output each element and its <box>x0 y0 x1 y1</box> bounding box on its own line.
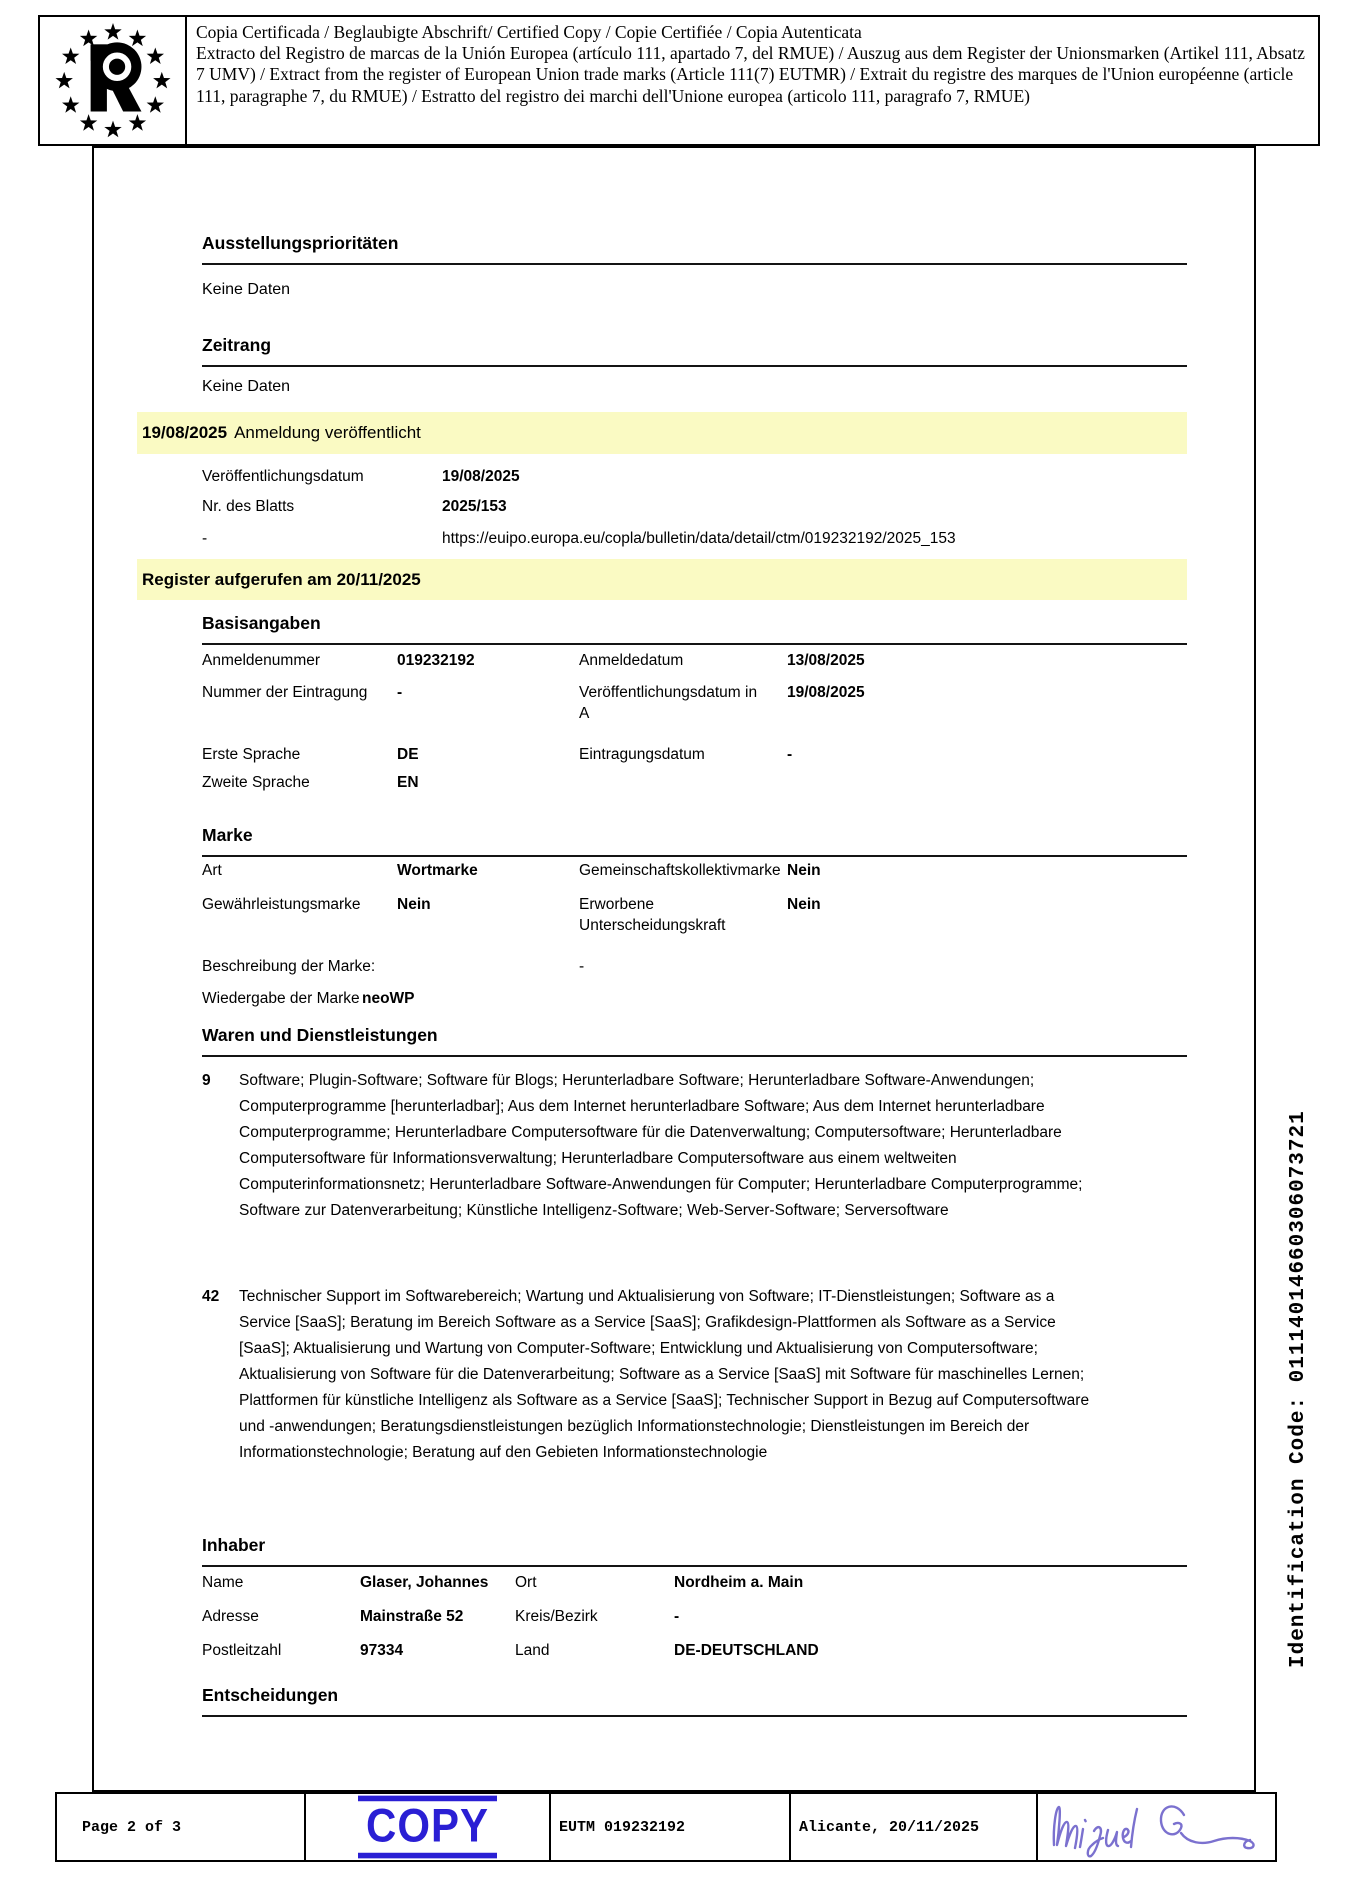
handwritten-signature-icon <box>1042 1795 1272 1859</box>
field-row <box>202 894 1187 936</box>
page-number-cell <box>57 1794 306 1860</box>
field-row <box>202 650 1187 671</box>
nice-class-block <box>202 1068 1112 1224</box>
field-value: Nordheim a. Main <box>674 1574 804 1591</box>
field-row <box>202 682 1187 724</box>
copy-stamp-cell <box>306 1794 551 1860</box>
field-value: 2025/153 <box>442 498 507 515</box>
field-value: - <box>674 1608 680 1625</box>
certified-copy-header <box>38 15 1320 146</box>
exhibition-priorities-empty: Keine Daten <box>202 281 291 298</box>
field-value: 19/08/2025 <box>787 684 865 701</box>
nice-class-block <box>202 1284 1112 1466</box>
field-label: Erworbene Unterscheidungskraft <box>579 896 726 934</box>
field-value: 97334 <box>360 1642 404 1659</box>
field-row <box>202 1606 1187 1627</box>
field-row <box>202 1640 1187 1661</box>
field-value: Nein <box>787 862 821 879</box>
field-value: 19/08/2025 <box>442 468 520 485</box>
field-label: Veröffentlichungsdatum in A <box>579 684 758 722</box>
mark-type-value: Wortmarke <box>397 862 478 879</box>
field-value: DE-DEUTSCHLAND <box>674 1642 819 1659</box>
field-row <box>202 988 1187 1009</box>
nice-class-number: 42 <box>202 1288 220 1305</box>
field-label: Postleitzahl <box>202 1642 282 1659</box>
publication-event-label: Anmeldung veröffentlicht <box>234 423 421 442</box>
nice-class-text: Technischer Support im Softwarebereich; Wartung und Aktualisierung von Software; IT-Dienstleistungen; Software as a Service [SaaS]; Beratung im Bereich Software as a Service [SaaS]; Grafikdesign-Plattformen als Software as a Service [SaaS]; Aktualisierung und Wartung von Computer-Software; Entwicklung und Aktualisierung von Computersoftware; Aktualisierung von Software für die Datenverarbeitung; Software as a Service [SaaS] mit Software für maschinelles Lernen; Plattformen für künstliche Intelligenz als Software as a Service [SaaS]; Technischer Support in Bezug auf Computersoftware und -anwendungen; Beratungsdienstleistungen bezüglich Informationstechnologie; Dienstleistungen im Bereich der Informationstechnologie; Beratung auf den Gebieten Informationstechnologie <box>239 1288 1090 1461</box>
field-label: Nummer der Eintragung <box>202 684 368 701</box>
section-title-decisions: Entscheidungen <box>202 1684 1187 1717</box>
register-extract-line: Extracto del Registro de marcas de la Unión Europea (artículo 111, apartado 7, del RMUE) / Auszug aus dem Register der Unionsmarken (Artikel 111, Absatz 7 UMV) / Extract from the register of European Union trade marks (Article 111(7) EUTMR) / Extrait du registre des marques de l'Union européenne (article 111, paragraphe 7, du RMUE) / Estratto del registro dei marchi dell'Unione europea (articolo 111, paragrafo 7, RMUE) <box>196 43 1305 106</box>
seniority-empty: Keine Daten <box>202 378 291 395</box>
field-label: - <box>202 530 208 547</box>
eutm-number-cell <box>551 1794 791 1860</box>
identification-code-text: Identification Code: 01114014660306073721 <box>1287 1110 1310 1668</box>
field-value: - <box>787 746 793 763</box>
identification-code <box>1285 1088 1317 1668</box>
field-row <box>202 528 1187 549</box>
field-value: - <box>397 684 403 701</box>
field-value: - <box>579 958 585 975</box>
register-consulted-label: Register aufgerufen am 20/11/2025 <box>142 569 421 589</box>
section-title-basic-data: Basisangaben <box>202 612 1187 645</box>
nice-class-text: Software; Plugin-Software; Software für Blogs; Herunterladbare Software; Herunterladbare Software-Anwendungen; Computerprogramme [herunterladbar]; Aus dem Internet herunterladbare Software; Aus dem Internet herunterladbare Computerprogramme; Herunterladbare Computersoftware für die Datenverwaltung; Computersoftware; Herunterladbare Computersoftware für Informationsverwaltung; Herunterladbare Computersoftware aus einem weltweiten Computerinformationsnetz; Herunterladbare Software-Anwendungen für Computer; Herunterladbare Computerprogramme; Software zur Datenverarbeitung; Künstliche Intelligenz-Software; Web-Server-Software; Serversoftware <box>239 1072 1083 1219</box>
field-row <box>202 466 1187 487</box>
section-title-exhibition-priorities: Ausstellungsprioritäten <box>202 232 1187 265</box>
field-label: Beschreibung der Marke: <box>202 958 376 975</box>
application-number-value: 019232192 <box>397 652 475 669</box>
place-date-label: Alicante, 20/11/2025 <box>799 1818 980 1836</box>
field-value: Nein <box>397 896 431 913</box>
copy-stamp: COPY <box>358 1796 497 1859</box>
field-row <box>202 772 1187 793</box>
field-label: Gemeinschaftskollektivmarke <box>579 862 781 879</box>
nice-class-number: 9 <box>202 1072 211 1089</box>
owner-name-value: Glaser, Johannes <box>360 1574 489 1591</box>
section-title-seniority: Zeitrang <box>202 334 1187 367</box>
field-value: Nein <box>787 896 821 913</box>
field-label: Gewährleistungsmarke <box>202 896 361 913</box>
certified-copy-line: Copia Certificada / Beglaubigte Abschrift/ Certified Copy / Copie Certifiée / Copia Autenticata <box>196 22 862 42</box>
certified-copy-text <box>187 17 1318 144</box>
field-label: Art <box>202 862 222 879</box>
register-extract-body <box>92 146 1256 1792</box>
field-label: Erste Sprache <box>202 746 301 763</box>
field-row <box>202 496 1187 517</box>
eutm-number-label: EUTM 019232192 <box>559 1818 686 1836</box>
field-row <box>202 744 1187 765</box>
section-title-goods-services: Waren und Dienstleistungen <box>202 1024 1187 1057</box>
section-title-mark: Marke <box>202 824 1187 857</box>
field-label: Land <box>515 1642 550 1659</box>
field-label: Kreis/Bezirk <box>515 1608 598 1625</box>
field-label: Veröffentlichungsdatum <box>202 468 364 485</box>
field-label: Nr. des Blatts <box>202 498 295 515</box>
field-label: Eintragungsdatum <box>579 746 705 763</box>
field-label: Anmeldenummer <box>202 652 321 669</box>
publication-event-date: 19/08/2025 <box>142 423 228 442</box>
bulletin-url: https://euipo.europa.eu/copla/bulletin/data/detail/ctm/019232192/2025_153 <box>442 530 956 547</box>
field-row <box>202 1572 1187 1593</box>
field-row <box>202 860 1187 881</box>
page-footer <box>55 1792 1277 1862</box>
publication-event-banner <box>137 412 1187 454</box>
field-label: Wiedergabe der Marke <box>202 990 360 1007</box>
field-label: Zweite Sprache <box>202 774 310 791</box>
field-value: DE <box>397 746 419 763</box>
euipo-logo <box>40 17 187 144</box>
field-value <box>787 772 1187 793</box>
place-date-cell <box>791 1794 1038 1860</box>
register-consulted-banner <box>137 559 1187 600</box>
trademark-name-value: neoWP <box>362 990 415 1007</box>
signature-cell <box>1038 1794 1275 1860</box>
field-label: Name <box>202 1574 244 1591</box>
section-title-owner: Inhaber <box>202 1534 1187 1567</box>
euipo-registered-mark-icon <box>52 20 174 142</box>
field-value: EN <box>397 774 419 791</box>
field-value: 13/08/2025 <box>787 652 865 669</box>
field-label: Ort <box>515 1574 537 1591</box>
field-label <box>579 772 787 793</box>
field-value: Mainstraße 52 <box>360 1608 464 1625</box>
field-label: Adresse <box>202 1608 259 1625</box>
page-number-label: Page 2 of 3 <box>82 1818 182 1836</box>
field-row <box>202 956 1187 977</box>
field-label: Anmeldedatum <box>579 652 684 669</box>
